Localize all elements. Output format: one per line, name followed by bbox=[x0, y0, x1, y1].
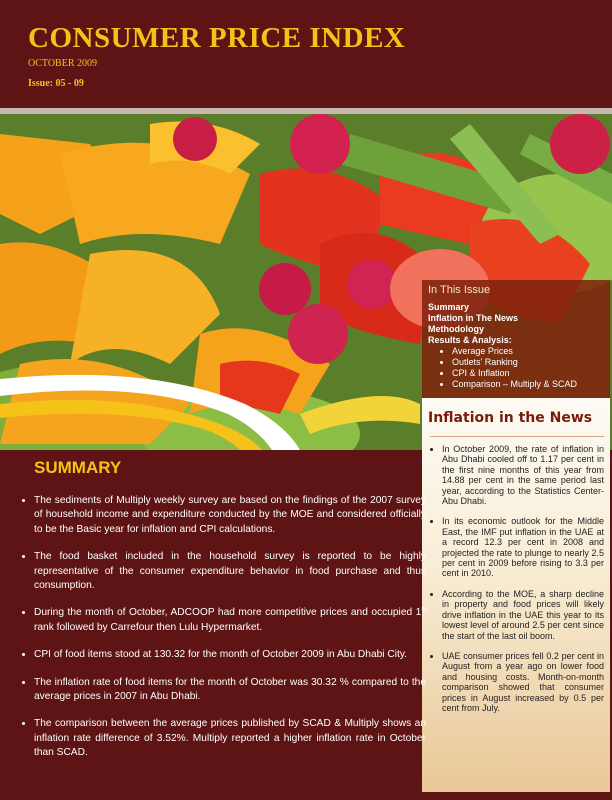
toc-subitem-average-prices[interactable]: • Average Prices bbox=[452, 346, 577, 357]
summary-text: During the month of October, ADCOOP had more competitive prices and occupied 1 bbox=[34, 607, 422, 619]
summary-item: • The inflation rate of food items for the month of October was 30.32 % compared to the average prices in 2007 in Abu Dhabi. bbox=[34, 676, 426, 705]
header bbox=[0, 0, 612, 108]
in-this-issue-heading: In This Issue bbox=[428, 284, 491, 296]
summary-item: • The food basket included in the household survey is reported to be highly representative of the consumer expenditure behavior in food purchase and thus consumption. bbox=[34, 550, 426, 593]
news-heading: Inflation in the News bbox=[428, 410, 593, 426]
summary-list bbox=[14, 494, 426, 774]
news-divider bbox=[430, 436, 604, 437]
news-item: • UAE consumer prices fell 0.2 per cent in August from a year ago on lower food and housing costs. Month-on-month comparison showed that consumer prices in August increased by 0.5 per cent from July. bbox=[442, 651, 604, 713]
inflation-news-panel bbox=[422, 398, 610, 792]
news-item: • According to the MOE, a sharp decline in property and food prices will likely drive inflation in the UAE this year to its lowest level of around 2.5 per cent since the start of the last oil boom. bbox=[442, 589, 604, 641]
toc-item-methodology[interactable]: Methodology bbox=[428, 324, 484, 334]
toc-item-results[interactable]: Results & Analysis: bbox=[428, 335, 512, 345]
summary-heading: SUMMARY bbox=[34, 458, 122, 477]
toc-subitem-outlets-ranking[interactable]: • Outlets' Ranking bbox=[452, 357, 577, 368]
news-item: • In October 2009, the rate of inflation in Abu Dhabi cooled off to 1.17 per cent in the first nine months of this year from 14.88 per cent in the same period last year, according to the Statistics Center- Abu Dhabi. bbox=[442, 444, 604, 506]
toc-item-summary[interactable]: Summary bbox=[428, 302, 470, 312]
news-item: • In its economic outlook for the Middle East, the IMF put inflation in the UAE at a record 12.3 per cent in 2008 and projected the rate to plunge to nearly 2.5 per cent in 2009 before rising to 3.3 per cent in 2010. bbox=[442, 516, 604, 578]
summary-item: • The sediments of Multiply weekly survey are based on the findings of the 2007 survey of household income and expenditure conducted by the MOE and considered officially to be the Basic year for inflation and CPI calculations. bbox=[34, 494, 426, 537]
in-this-issue-box bbox=[422, 280, 610, 398]
page-title: CONSUMER PRICE INDEX bbox=[28, 22, 406, 54]
summary-text: rank followed by Carrefour then Lulu Hypermarket. bbox=[34, 621, 263, 633]
toc-subitem-comparison[interactable]: • Comparison – Multiply & SCAD bbox=[452, 379, 577, 390]
issue-number: Issue: 05 - 09 bbox=[28, 78, 84, 89]
issue-date: OCTOBER 2009 bbox=[28, 58, 97, 69]
news-list bbox=[422, 444, 610, 723]
summary-item: • CPI of food items stood at 130.32 for the month of October 2009 in Abu Dhabi City. bbox=[34, 648, 426, 662]
summary-item: • The comparison between the average prices published by SCAD & Multiply shows an inflation rate difference of 3.52%. Multiply reported a higher inflation rate in October than SCAD. bbox=[34, 717, 426, 760]
rank-superscript: st bbox=[421, 607, 426, 614]
toc-item-inflation-news[interactable]: Inflation in The News bbox=[428, 313, 519, 323]
toc-subitem-cpi-inflation[interactable]: • CPI & Inflation bbox=[452, 368, 577, 379]
toc-subitems bbox=[428, 346, 577, 390]
in-this-issue-list bbox=[428, 302, 577, 390]
summary-item bbox=[34, 606, 426, 635]
